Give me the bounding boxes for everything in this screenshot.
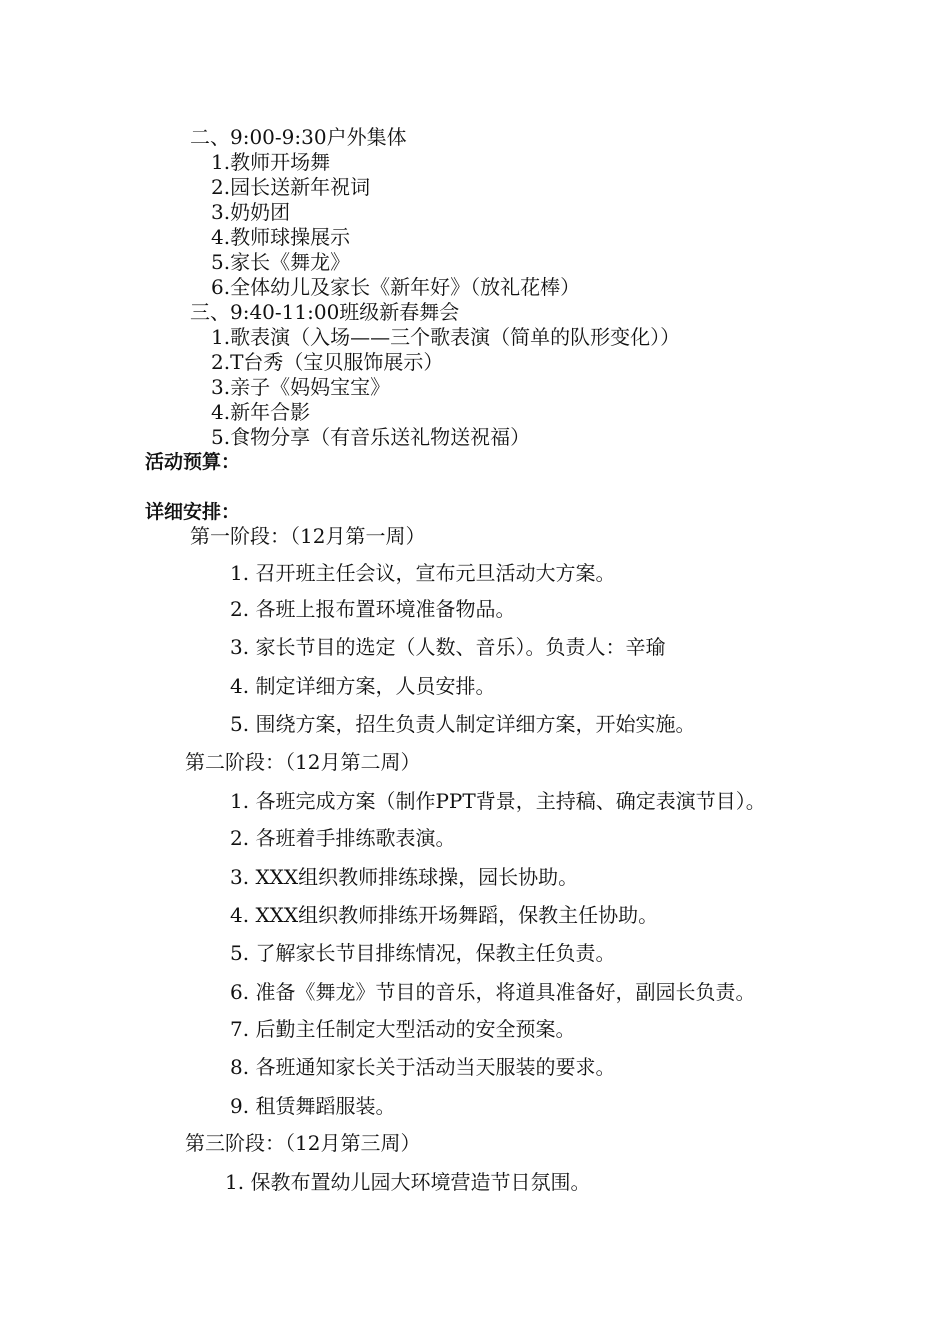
list-item: 1.教师开场舞 [211,150,331,174]
list-item: 5.家长《舞龙》 [211,250,351,274]
list-item: 2. 各班着手排练歌表演。 [230,826,456,850]
list-item: 3.奶奶团 [211,200,291,224]
budget-heading: 活动预算： [145,451,241,473]
list-item: 7. 后勤主任制定大型活动的安全预案。 [230,1017,576,1041]
list-item: 1. 召开班主任会议，宣布元旦活动大方案。 [230,561,616,585]
stage2-heading: 第二阶段：（12月第二周） [185,750,421,774]
list-item: 3.亲子《妈妈宝宝》 [211,375,391,399]
list-item: 2.园长送新年祝词 [211,175,371,199]
list-item: 4. 制定详细方案，人员安排。 [230,674,496,698]
list-item: 1.歌表演（入场——三个歌表演（简单的队形变化）） [211,325,681,349]
list-item: 4. XXX组织教师排练开场舞蹈，保教主任协助。 [230,903,659,927]
list-item: 6.全体幼儿及家长《新年好》（放礼花棒） [211,275,581,299]
list-item: 5. 围绕方案，招生负责人制定详细方案，开始实施。 [230,712,696,736]
stage3-heading: 第三阶段：（12月第三周） [185,1131,421,1155]
list-item: 9. 租赁舞蹈服装。 [230,1094,396,1118]
list-item: 4.新年合影 [211,400,311,424]
list-item: 3. 家长节目的选定（人数、音乐）。负责人：辛瑜 [230,635,666,659]
list-item: 2.T台秀（宝贝服饰展示） [211,350,444,374]
stage1-heading: 第一阶段：（12月第一周） [190,524,426,548]
section3-heading: 三、9:40-11:00班级新春舞会 [190,300,460,324]
list-item: 5. 了解家长节目排练情况，保教主任负责。 [230,941,616,965]
list-item: 8. 各班通知家长关于活动当天服装的要求。 [230,1055,616,1079]
detail-heading: 详细安排： [145,501,241,523]
list-item: 2. 各班上报布置环境准备物品。 [230,597,516,621]
list-item: 3. XXX组织教师排练球操，园长协助。 [230,865,579,889]
list-item: 4.教师球操展示 [211,225,351,249]
list-item: 5.食物分享（有音乐送礼物送祝福） [211,425,531,449]
list-item: 6. 准备《舞龙》节目的音乐，将道具准备好，副园长负责。 [230,980,756,1004]
section2-heading: 二、9:00-9:30户外集体 [190,125,407,149]
list-item: 1. 各班完成方案（制作PPT背景，主持稿、确定表演节目）。 [230,789,766,813]
list-item: 1. 保教布置幼儿园大环境营造节日氛围。 [225,1170,591,1194]
